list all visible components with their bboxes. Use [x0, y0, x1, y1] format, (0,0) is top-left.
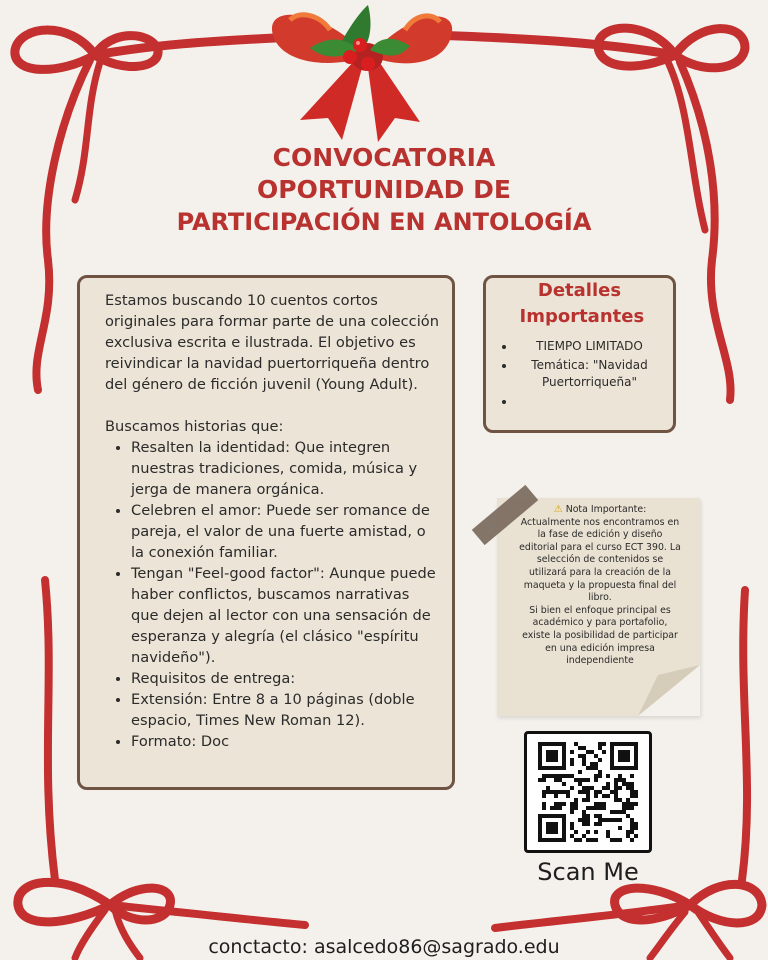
- list-item: • Extensión: Entre 8 a 10 páginas (doble espacio, Times New Roman 12).: [131, 689, 440, 731]
- criteria-heading: Buscamos historias que:: [105, 418, 284, 435]
- note-body-1: Actualmente nos encontramos en la fase de edición y diseño editorial para el curso ECT 390. La selección de contenidos se utilizará para la creación de la maqueta y la propuesta final del libro.: [519, 516, 681, 604]
- list-item: • Requisitos de entrega:: [131, 668, 440, 689]
- qr-code[interactable]: [524, 731, 652, 853]
- page-title: [0, 142, 768, 238]
- note-heading: Nota Importante:: [565, 504, 647, 515]
- list-item: • TIEMPO LIMITADO: [516, 338, 663, 355]
- details-title: Detalles Importantes: [519, 280, 645, 327]
- list-item: • Tengan "Feel-good factor": Aunque puede haber conflictos, buscamos narrativas que dejen al lector con una sensación de esperanza y alegría (el clásico "espíritu navideño").: [131, 563, 440, 668]
- list-item: • Resalten la identidad: Que integren nuestras tradiciones, comida, música y jerga de manera orgánica.: [131, 437, 440, 500]
- title-line-2: OPORTUNIDAD DE: [257, 175, 511, 204]
- description-panel: [77, 275, 455, 790]
- details-list: [486, 338, 673, 410]
- contact-email[interactable]: conctacto: asalcedo86@sagrado.edu: [208, 936, 560, 958]
- page-curl-icon: [638, 665, 700, 716]
- criteria-list: [105, 437, 440, 752]
- details-panel: [483, 275, 676, 433]
- title-line-1: CONVOCATORIA: [272, 143, 496, 172]
- note-text: [518, 504, 682, 668]
- list-item: • Temática: "Navidad Puertorriqueña": [516, 357, 663, 391]
- scan-me-label: Scan Me: [537, 858, 639, 886]
- qr-code-icon: [538, 742, 638, 842]
- holly-bow-icon: [272, 5, 452, 142]
- title-line-3: PARTICIPACIÓN EN ANTOLOGÍA: [176, 208, 592, 236]
- list-item: [516, 393, 663, 410]
- list-item: • Formato: Doc: [131, 731, 440, 752]
- warning-icon: ⚠: [553, 504, 563, 515]
- note-body-2: Si bien el enfoque principal es académico y para portafolio, existe la posibilidad de participar en una edición impresa independiente: [522, 604, 678, 667]
- list-item: • Celebren el amor: Puede ser romance de pareja, el valor de una fuerte amistad, o la conexión familiar.: [131, 500, 440, 563]
- intro-text: Estamos buscando 10 cuentos cortos originales para formar parte de una colección exclusiva escrita e ilustrada. El objetivo es reivindicar la navidad puertorriqueña dentro del género de ficción juvenil (Young Adult).: [105, 292, 439, 393]
